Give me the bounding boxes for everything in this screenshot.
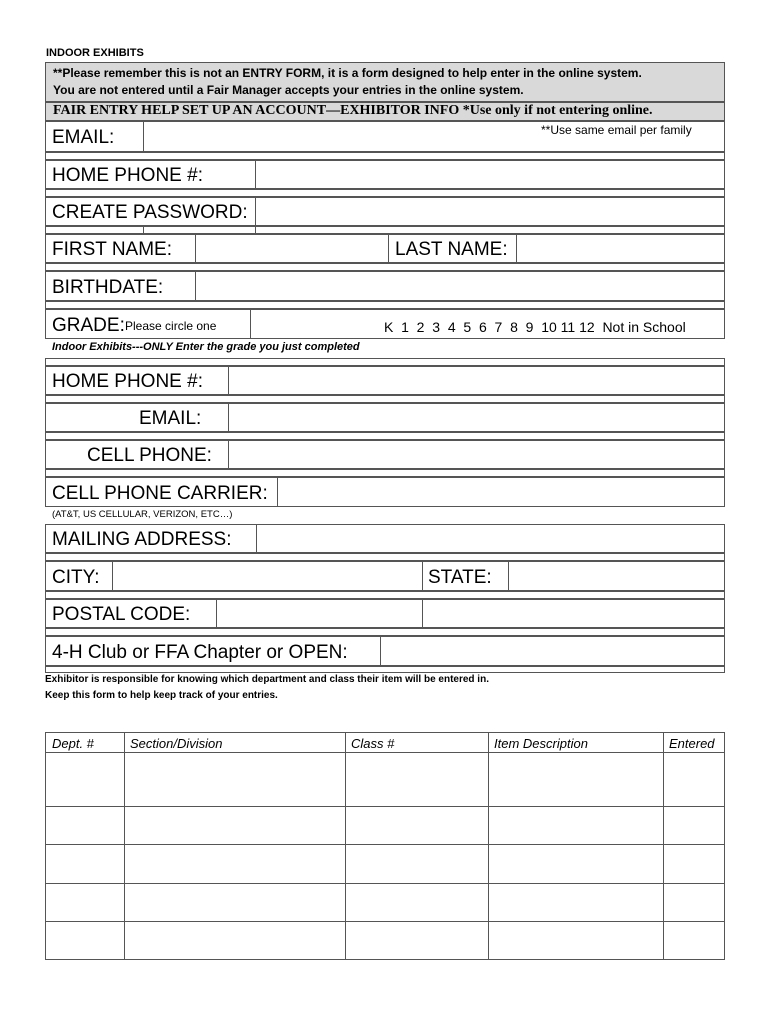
last-name-field[interactable]: [517, 235, 724, 262]
notice-line-2: You are not entered until a Fair Manager accepts your entries in the online system.: [53, 83, 524, 97]
cell-carrier-hint: (AT&T, US CELLULAR, VERIZON, ETC…): [52, 509, 233, 520]
last-name-label: LAST NAME:: [395, 239, 508, 260]
postal-code-label: POSTAL CODE:: [52, 604, 191, 625]
notice-line-1: **Please remember this is not an ENTRY FORM, it is a form designed to help enter in the online system.: [53, 66, 642, 80]
spacer-row: [45, 469, 725, 477]
grade-hint: Please circle one: [125, 319, 217, 333]
birthdate-field[interactable]: [196, 272, 724, 300]
spacer-row: [45, 301, 725, 309]
first-name-field[interactable]: [196, 235, 387, 262]
home-phone-2-label: HOME PHONE #:: [52, 371, 203, 392]
spacer-row: [45, 432, 725, 440]
entries-table: [45, 732, 725, 960]
birthdate-label: BIRTHDATE:: [52, 277, 164, 298]
email-label: EMAIL:: [52, 127, 115, 148]
footer-note-2: Keep this form to help keep track of your entries.: [45, 690, 278, 701]
state-label: STATE:: [428, 567, 492, 588]
table-header-class: Class #: [351, 736, 395, 751]
home-phone-label: HOME PHONE #:: [52, 165, 203, 186]
grade-label: GRADE:: [52, 315, 125, 336]
email-2-field[interactable]: [229, 404, 724, 431]
email-note: **Use same email per family: [541, 123, 692, 137]
home-phone-field[interactable]: [256, 161, 724, 188]
table-header-entered: Entered: [669, 736, 715, 751]
spacer-row: [45, 591, 725, 599]
spacer-row: [45, 553, 725, 561]
grade-options[interactable]: K 1 2 3 4 5 6 7 8 9 10 11 12 Not in School: [384, 319, 686, 335]
spacer-row: [45, 263, 725, 271]
city-label: CITY:: [52, 567, 100, 588]
club-label: 4-H Club or FFA Chapter or OPEN:: [52, 642, 348, 663]
section-title: FAIR ENTRY HELP SET UP AN ACCOUNT—EXHIBITOR INFO *Use only if not entering online.: [53, 103, 653, 118]
table-header-description: Item Description: [494, 736, 588, 751]
spacer-row: [45, 226, 725, 234]
spacer-row: [45, 189, 725, 197]
cell-phone-field[interactable]: [229, 441, 724, 468]
cell-carrier-label: CELL PHONE CARRIER:: [52, 483, 268, 504]
spacer-row: [45, 666, 725, 673]
mailing-address-label: MAILING ADDRESS:: [52, 529, 232, 550]
spacer-row: [45, 628, 725, 636]
mailing-address-field[interactable]: [257, 525, 724, 552]
table-header-dept: Dept. #: [52, 736, 94, 751]
create-password-label: CREATE PASSWORD:: [52, 202, 248, 223]
cell-carrier-field[interactable]: [278, 478, 724, 506]
spacer-row: [45, 152, 725, 160]
club-field[interactable]: [381, 637, 724, 665]
spacer-row: [45, 395, 725, 403]
spacer-row: [45, 358, 725, 366]
home-phone-2-field[interactable]: [229, 367, 724, 394]
first-name-label: FIRST NAME:: [52, 239, 172, 260]
table-header-section: Section/Division: [130, 736, 223, 751]
create-password-field[interactable]: [256, 198, 724, 225]
state-field[interactable]: [509, 562, 724, 590]
footer-note-1: Exhibitor is responsible for knowing which department and class their item will be entered in.: [45, 674, 489, 685]
page-title: INDOOR EXHIBITS: [46, 47, 144, 59]
postal-code-field[interactable]: [217, 600, 421, 627]
cell-phone-label: CELL PHONE:: [87, 445, 212, 466]
grade-note: Indoor Exhibits---ONLY Enter the grade you just completed: [52, 341, 360, 353]
email-2-label: EMAIL:: [139, 408, 202, 429]
city-field[interactable]: [113, 562, 421, 590]
